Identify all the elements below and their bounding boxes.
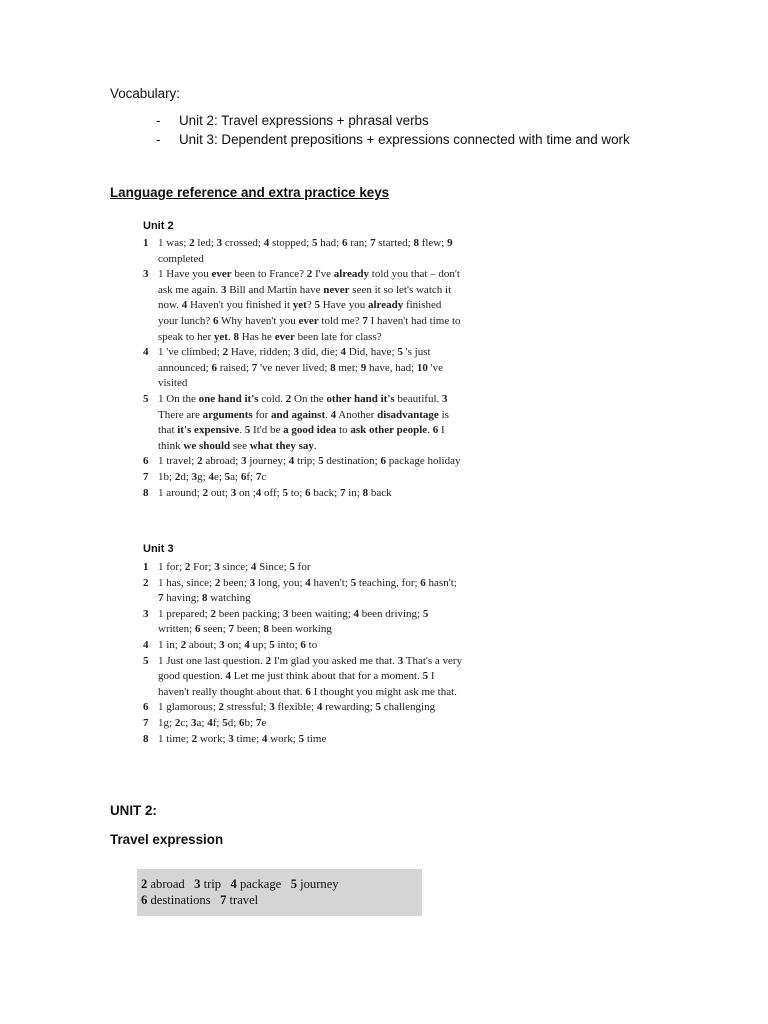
exercise-answers: 1 around; 2 out; 3 on ;4 off; 5 to; 6 back; 7 in; 8 back: [158, 486, 392, 499]
exercise-number: 6: [143, 455, 149, 468]
exercise-answers: 1 travel; 2 abroad; 3 journey; 4 trip; 5 destination; 6 package holiday: [158, 455, 461, 468]
exercise-number: 5: [143, 392, 149, 405]
exercise-number: 2: [143, 576, 149, 589]
exercise-answers: 1 time; 2 work; 3 time; 4 work; 5 time: [158, 732, 327, 745]
unit3-key-label: Unit 3: [143, 543, 174, 555]
exercise-answers: 1 in; 2 about; 3 on; 4 up; 5 into; 6 to: [158, 638, 318, 651]
answer-key-item: [143, 560, 463, 576]
exercise-number: 4: [143, 346, 149, 359]
exercise-answers: 1 glamorous; 2 stressful; 3 flexible; 4 rewarding; 5 challenging: [158, 701, 436, 714]
exercise-number: 6: [143, 701, 149, 714]
exercise-answers: 1 prepared; 2 been packing; 3 been waiting; 4 been driving; 5 written; 6 seen; 7 been; 8 been working: [158, 607, 429, 636]
vocabulary-list: [156, 111, 630, 149]
exercise-answers: 1g; 2c; 3a; 4f; 5d; 6b; 7e: [158, 716, 267, 729]
exercise-answers: 1 've climbed; 2 Have, ridden; 3 did, die; 4 Did, have; 5 's just announced; 6 raised; 7 've never lived; 8 met; 9 have, had; 10 've visited: [158, 346, 444, 390]
vocabulary-heading: Vocabulary:: [110, 86, 180, 101]
vocabulary-item: [156, 130, 630, 149]
exercise-answers: 1 Just one last question. 2 I'm glad you asked me that. 3 That's a very good question. 4 Let me just think about that for a moment. 5 I haven't really thought about that. 6 I thought you might ask me that.: [158, 654, 463, 698]
answer-key-item: [143, 654, 463, 701]
exercise-number: 1: [143, 561, 149, 573]
answer-key-item: [143, 470, 463, 486]
exercise-answers: 1 for; 2 For; 3 since; 4 Since; 5 for: [158, 561, 311, 573]
unit2-key-label: Unit 2: [143, 220, 174, 232]
bullet-dash: -: [156, 132, 161, 147]
answer-key-item: [143, 716, 463, 732]
unit3-key-list: [143, 560, 463, 747]
answer-key-item: [143, 638, 463, 654]
exercise-number: 3: [143, 268, 149, 281]
exercise-number: 8: [143, 732, 149, 745]
vocabulary-item: [156, 111, 630, 130]
exercise-answers: 1b; 2d; 3g; 4e; 5a; 6f; 7c: [158, 470, 267, 483]
answer-key-item: [143, 576, 463, 607]
exercise-number: 7: [143, 470, 149, 483]
exercise-answers: 1 On the one hand it's cold. 2 On the other hand it's beautiful. 3 There are arguments for and against. 4 Another disadvantage is that it's expensive. 5 It'd be a good idea to ask other people. 6 I think we should see what they say.: [158, 392, 449, 452]
travel-expression-title: Travel expression: [110, 832, 224, 847]
answer-key-item: [143, 486, 463, 502]
answer-key-item: [143, 267, 463, 345]
bullet-dash: -: [156, 113, 161, 128]
vocabulary-item-text: Unit 2: Travel expressions + phrasal verbs: [179, 113, 429, 128]
answer-key-item: [143, 700, 463, 716]
unit2-section-title: UNIT 2:: [110, 803, 157, 818]
vocabulary-item-text: Unit 3: Dependent prepositions + expressions connected with time and work: [179, 132, 630, 147]
answer-key-item: [143, 345, 463, 392]
unit2-key-list: [143, 236, 463, 501]
exercise-answers: 1 was; 2 led; 3 crossed; 4 stopped; 5 had; 6 ran; 7 started; 8 flew; 9 completed: [158, 237, 453, 265]
exercise-number: 8: [143, 486, 149, 499]
travel-answers-box: 2 abroad 3 trip 4 package 5 journey 6 destinations 7 travel: [137, 869, 422, 916]
exercise-number: 1: [143, 237, 149, 249]
answer-key-item: [143, 454, 463, 470]
answer-key-item: [143, 392, 463, 454]
exercise-answers: 1 has, since; 2 been; 3 long, you; 4 haven't; 5 teaching, for; 6 hasn't; 7 having; 8 watching: [158, 576, 457, 605]
exercise-number: 7: [143, 716, 149, 729]
language-reference-heading: Language reference and extra practice keys: [110, 185, 390, 200]
answer-key-item: [143, 607, 463, 638]
exercise-number: 5: [143, 654, 149, 667]
exercise-answers: 1 Have you ever been to France? 2 I've already told you that – don't ask me again. 3 Bill and Martin have never seen it so let's watch it now. 4 Haven't you finished it yet? 5 Have you already finished your lunch? 6 Why haven't you ever told me? 7 I haven't had time to speak to her yet. 8 Has he ever been late for class?: [158, 268, 461, 343]
exercise-number: 3: [143, 607, 149, 620]
answer-key-item: [143, 732, 463, 748]
exercise-number: 4: [143, 638, 149, 651]
answer-key-item: [143, 236, 463, 267]
